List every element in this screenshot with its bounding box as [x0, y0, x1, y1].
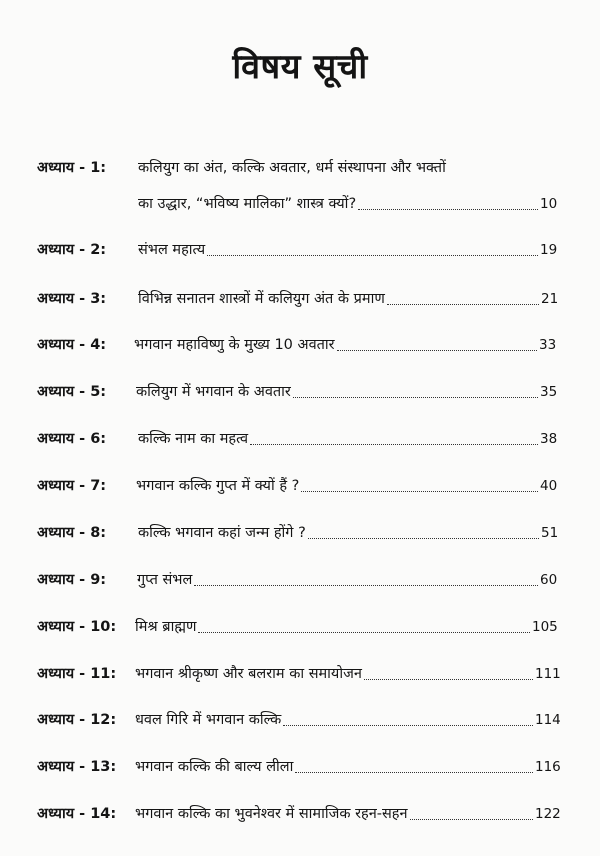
chapter-number: अध्याय - 1:: [37, 160, 107, 176]
page-number: 114: [535, 712, 561, 728]
toc-entry-3: [0, 284, 600, 314]
dot-leader: [293, 397, 538, 398]
toc-entry-12: [0, 705, 600, 735]
page-number: 111: [535, 666, 561, 682]
chapter-number: अध्याय - 11:: [37, 666, 117, 682]
chapter-number: अध्याय - 7:: [37, 478, 107, 494]
chapter-title: कल्कि नाम का महत्व: [138, 431, 249, 447]
chapter-number: अध्याय - 8:: [37, 525, 107, 541]
chapter-title: कलियुग में भगवान के अवतार: [136, 384, 291, 400]
chapter-title-line-1: कलियुग का अंत, कल्कि अवतार, धर्म संस्थापना और भक्तों: [138, 160, 446, 176]
toc-entry-1-continued: [0, 189, 600, 219]
chapter-number: अध्याय - 14:: [37, 806, 117, 822]
page-number: 40: [540, 478, 558, 494]
dot-leader: [207, 255, 538, 256]
chapter-title: कल्कि भगवान कहां जन्म होंगे ?: [138, 525, 306, 541]
chapter-number: अध्याय - 9:: [37, 572, 107, 588]
chapter-number: अध्याय - 6:: [37, 431, 107, 447]
toc-entry-5: [0, 377, 600, 407]
toc-entry-7: [0, 471, 600, 501]
chapter-title: मिश्र ब्राह्मण: [135, 619, 197, 635]
toc-entry-9: [0, 565, 600, 595]
dot-leader: [358, 209, 538, 210]
dot-leader: [364, 679, 533, 680]
chapter-number: अध्याय - 5:: [37, 384, 107, 400]
dot-leader: [194, 585, 538, 586]
toc-entry-6: [0, 424, 600, 454]
chapter-number: अध्याय - 2:: [37, 242, 107, 258]
chapter-title: भगवान कल्कि का भुवनेश्वर में सामाजिक रहन-सहन: [135, 806, 408, 822]
chapter-title: संभल महात्य: [138, 242, 206, 258]
page-title: विषय सूची: [232, 47, 368, 87]
toc-entry-10: [0, 612, 600, 642]
dot-leader: [198, 632, 530, 633]
toc-entry-13: [0, 752, 600, 782]
chapter-title: भगवान कल्कि गुप्त में क्यों हैं ?: [136, 478, 300, 494]
chapter-title: गुप्त संभल: [137, 572, 193, 588]
dot-leader: [387, 304, 539, 305]
dot-leader: [250, 444, 538, 445]
chapter-number: अध्याय - 3:: [37, 291, 107, 307]
page-number: 60: [540, 572, 558, 588]
chapter-number: अध्याय - 4:: [37, 337, 107, 353]
chapter-title: भगवान श्रीकृष्ण और बलराम का समायोजन: [135, 666, 362, 682]
toc-entry-8: [0, 518, 600, 548]
chapter-title: भगवान महाविष्णु के मुख्य 10 अवतार: [134, 337, 335, 353]
toc-entry-4: [0, 330, 600, 360]
page-number: 51: [541, 525, 559, 541]
dot-leader: [301, 491, 538, 492]
dot-leader: [283, 725, 533, 726]
page-number: 21: [541, 291, 559, 307]
chapter-number: अध्याय - 10:: [37, 619, 117, 635]
page-number: 105: [532, 619, 558, 635]
dot-leader: [308, 538, 539, 539]
chapter-title: विभिन्न सनातन शास्त्रों में कलियुग अंत के प्रमाण: [138, 291, 385, 307]
chapter-title: धवल गिरि में भगवान कल्कि: [135, 712, 282, 728]
page-number: 116: [535, 759, 561, 775]
dot-leader: [410, 819, 533, 820]
chapter-title: भगवान कल्कि की बाल्य लीला: [135, 759, 294, 775]
page-number: 10: [540, 196, 558, 212]
toc-entry-11: [0, 659, 600, 689]
chapter-number: अध्याय - 13:: [37, 759, 117, 775]
dot-leader: [337, 350, 537, 351]
page-number: 122: [535, 806, 561, 822]
toc-entry-1: [0, 153, 600, 183]
toc-entry-14: [0, 799, 600, 829]
page-number: 19: [540, 242, 558, 258]
page-number: 33: [539, 337, 557, 353]
chapter-title-line-2: का उद्धार, “भविष्य मालिका” शास्त्र क्यों?: [138, 196, 357, 212]
dot-leader: [295, 772, 533, 773]
page-number: 38: [540, 431, 558, 447]
chapter-number: अध्याय - 12:: [37, 712, 117, 728]
page-number: 35: [540, 384, 558, 400]
toc-entry-2: [0, 235, 600, 265]
